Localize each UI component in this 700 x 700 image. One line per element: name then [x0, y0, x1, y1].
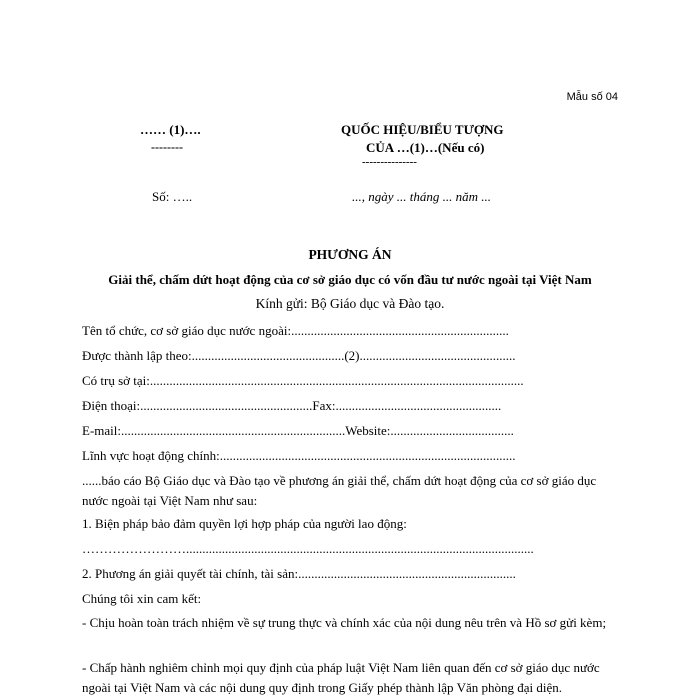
intro-paragraph: ......báo cáo Bộ Giáo dục và Đào tạo về phương án giải thể, chấm dứt hoạt động của cơ sở giáo dục nước ngoài tại Việt Nam như sau: — [82, 473, 597, 508]
recipient-line: Kính gửi: Bộ Giáo dục và Đào tạo. — [255, 296, 445, 311]
document-date: ..., ngày ... tháng ... năm ... — [352, 189, 492, 204]
national-title-line2: CỦA …(1)…(Nếu có) — [366, 140, 485, 155]
field-phone-fax: Điện thoại:.....................................................Fax:................................................... — [82, 398, 502, 413]
field-headquarters: Có trụ sở tại:................................................................................................................... — [82, 373, 524, 388]
field-established: Được thành lập theo:...............................................(2)................................................ — [82, 348, 516, 363]
document-subtitle: Giải thể, chấm dứt hoạt động của cơ sở giáo dục có vốn đầu tư nước ngoài tại Việt Nam — [108, 272, 592, 287]
form-code: Mẫu số 04 — [566, 91, 618, 103]
document-number: Số: ….. — [152, 189, 193, 204]
commitment-item-1: - Chịu hoàn toàn trách nhiệm về sự trung thực và chính xác của nội dung nêu trên và Hồ sơ gửi kèm; — [82, 615, 607, 630]
national-title-line1: QUỐC HIỆU/BIỂU TƯỢNG — [341, 122, 504, 137]
field-organization: Tên tổ chức, cơ sở giáo dục nước ngoài:................................................................... — [82, 323, 509, 338]
document-title: PHƯƠNG ÁN — [308, 247, 392, 262]
field-main-activity: Lĩnh vực hoạt động chính:........................................................................................... — [82, 448, 516, 463]
item-1-dotted-line: ……………………........................................................................................................... — [82, 541, 534, 556]
issuing-org-underline: -------- — [151, 140, 183, 154]
field-email-website: E-mail:.....................................................................Website:...................................... — [82, 423, 514, 438]
national-title-underline: --------------- — [362, 156, 417, 168]
commitment-heading: Chúng tôi xin cam kết: — [82, 591, 202, 606]
item-1-heading: 1. Biện pháp bảo đảm quyền lợi hợp pháp của người lao động: — [82, 516, 407, 531]
commitment-item-2: - Chấp hành nghiêm chỉnh mọi quy định của pháp luật Việt Nam liên quan đến cơ sở giáo dục nước ngoài tại Việt Nam và các nội dung quy định trong Giấy phép thành lập Văn phòng đại diện. — [82, 660, 600, 695]
item-2-heading: 2. Phương án giải quyết tài chính, tài sản:................................................................... — [82, 566, 516, 581]
issuing-org-name: …… (1)…. — [140, 122, 201, 137]
